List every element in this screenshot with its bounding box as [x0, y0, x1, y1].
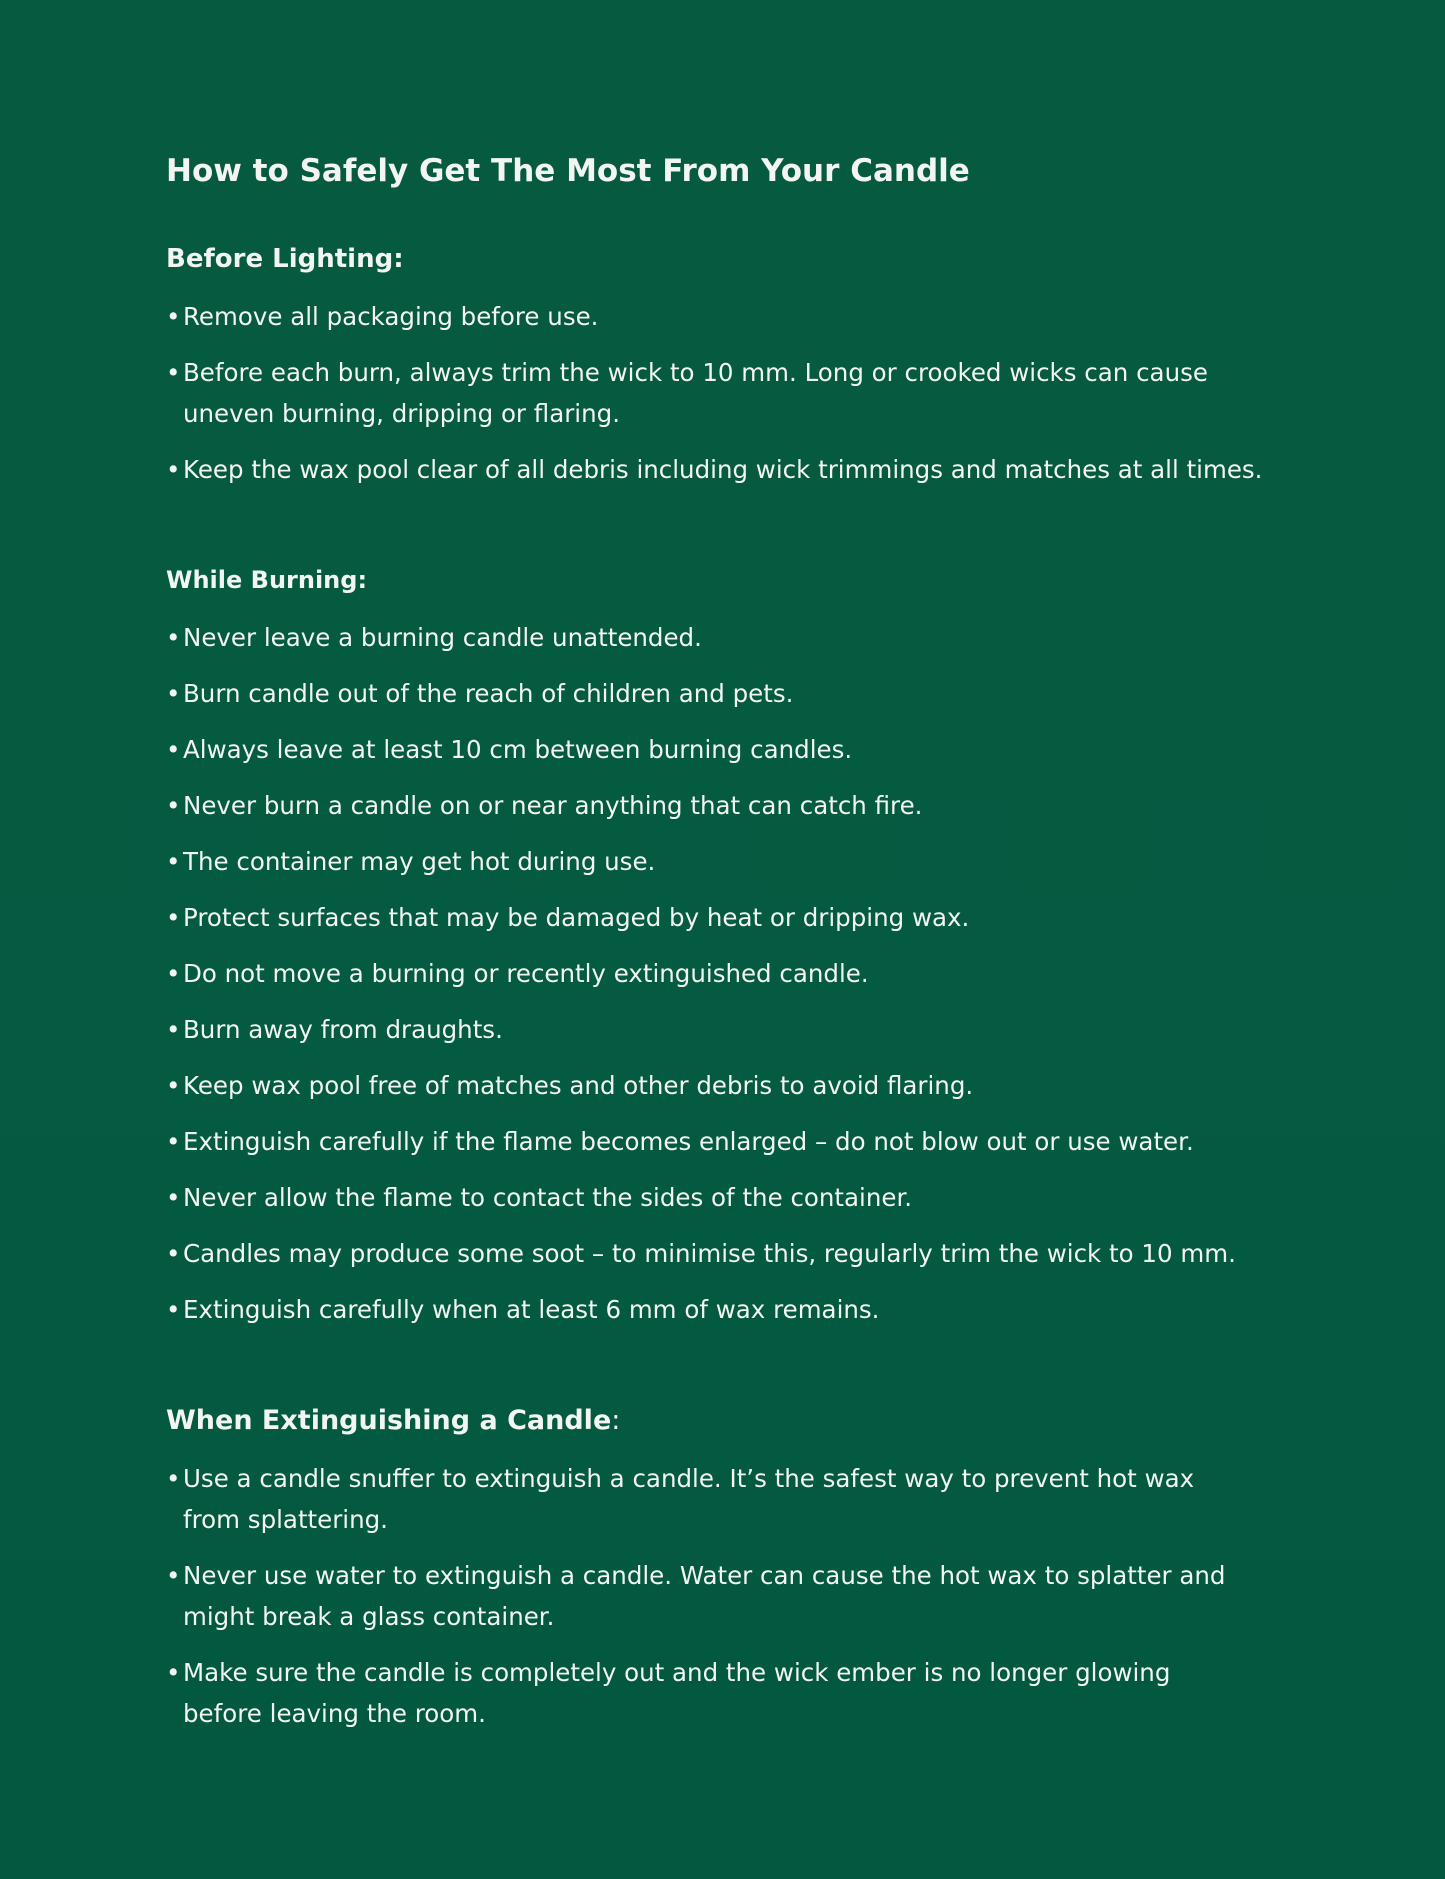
bullet-icon: • — [166, 302, 181, 331]
section-heading-before-lighting — [166, 242, 1325, 276]
section-heading-tail: : — [611, 1405, 621, 1436]
bullet-icon: • — [166, 1295, 181, 1324]
list-item-text: Never leave a burning candle unattended. — [183, 623, 702, 652]
bullet-icon: • — [166, 455, 181, 484]
list-item-text: Keep the wax pool clear of all debris including wick trimmings and matches at all times. — [183, 455, 1263, 484]
list-item-text: Candles may produce some soot – to minimise this, regularly trim the wick to 10 mm. — [183, 1239, 1236, 1268]
list-item — [166, 1458, 1243, 1540]
list-item-text: Do not move a burning or recently extinguished candle. — [183, 959, 869, 988]
list-item-text: Never allow the flame to contact the sides of the container. — [183, 1183, 913, 1212]
list-item — [166, 729, 1325, 770]
list-item-text: Protect surfaces that may be damaged by heat or dripping wax. — [183, 903, 970, 932]
list-item — [166, 1233, 1325, 1274]
list-item — [166, 449, 1325, 490]
list-item — [166, 897, 1325, 938]
list-item — [166, 1121, 1325, 1162]
while-burning-list — [166, 617, 1325, 1330]
list-item — [166, 785, 1325, 826]
list-item — [166, 352, 1243, 434]
list-item — [166, 1652, 1243, 1734]
list-item-text: Before each burn, always trim the wick to 10 mm. Long or crooked wicks can cause uneven burning, dripping or flaring. — [183, 358, 1208, 428]
list-item-text: Never use water to extinguish a candle. Water can cause the hot wax to splatter and might break a glass container. — [183, 1561, 1226, 1631]
list-item — [166, 953, 1325, 994]
list-item — [166, 1177, 1325, 1218]
section-heading-text: When Extinguishing a Candle — [166, 1405, 612, 1436]
bullet-icon: • — [166, 847, 181, 876]
bullet-icon: • — [166, 1183, 181, 1212]
bullet-icon: • — [166, 1239, 181, 1268]
bullet-icon: • — [166, 679, 181, 708]
bullet-icon: • — [166, 959, 181, 988]
list-item-text: Remove all packaging before use. — [183, 302, 599, 331]
list-item-text: Always leave at least 10 cm between burning candles. — [183, 735, 853, 764]
list-item-text: Burn candle out of the reach of children and pets. — [183, 679, 794, 708]
bullet-icon: • — [166, 1015, 181, 1044]
bullet-icon: • — [166, 791, 181, 820]
bullet-icon: • — [166, 903, 181, 932]
section-when-extinguishing — [166, 1404, 1325, 1734]
page-title: How to Safely Get The Most From Your Candle — [166, 153, 970, 189]
section-heading-when-extinguishing — [166, 1404, 1325, 1438]
list-item — [166, 1555, 1243, 1637]
when-extinguishing-list — [166, 1458, 1325, 1734]
list-item — [166, 296, 1325, 337]
list-item — [166, 1065, 1325, 1106]
section-heading-text: Before Lighting: — [166, 244, 404, 274]
section-heading-while-burning — [166, 563, 1325, 597]
list-item-text: Burn away from draughts. — [183, 1015, 503, 1044]
list-item-text: Never burn a candle on or near anything that can catch fire. — [183, 791, 923, 820]
section-while-burning — [166, 563, 1325, 1330]
bullet-icon: • — [166, 1464, 181, 1493]
list-item-text: Keep wax pool free of matches and other debris to avoid flaring. — [183, 1071, 974, 1100]
list-item-text: Extinguish carefully if the flame becomes enlarged – do not blow out or use water. — [183, 1127, 1194, 1156]
list-item — [166, 1289, 1325, 1330]
list-item-text: The container may get hot during use. — [183, 847, 656, 876]
before-lighting-list — [166, 296, 1325, 490]
bullet-icon: • — [166, 1071, 181, 1100]
list-item-text: Use a candle snuffer to extinguish a candle. It’s the safest way to prevent hot wax from splattering. — [183, 1464, 1195, 1534]
bullet-icon: • — [166, 1127, 181, 1156]
list-item — [166, 673, 1325, 714]
bullet-icon: • — [166, 735, 181, 764]
bullet-icon: • — [166, 358, 181, 387]
list-item — [166, 617, 1325, 658]
bullet-icon: • — [166, 1561, 181, 1590]
list-item — [166, 841, 1325, 882]
list-item-text: Make sure the candle is completely out and the wick ember is no longer glowing before leaving the room. — [183, 1658, 1171, 1728]
list-item-text: Extinguish carefully when at least 6 mm of wax remains. — [183, 1295, 880, 1324]
list-item — [166, 1009, 1325, 1050]
section-before-lighting — [166, 242, 1325, 490]
bullet-icon: • — [166, 623, 181, 652]
bullet-icon: • — [166, 1658, 181, 1687]
section-heading-text: While Burning: — [166, 566, 368, 594]
